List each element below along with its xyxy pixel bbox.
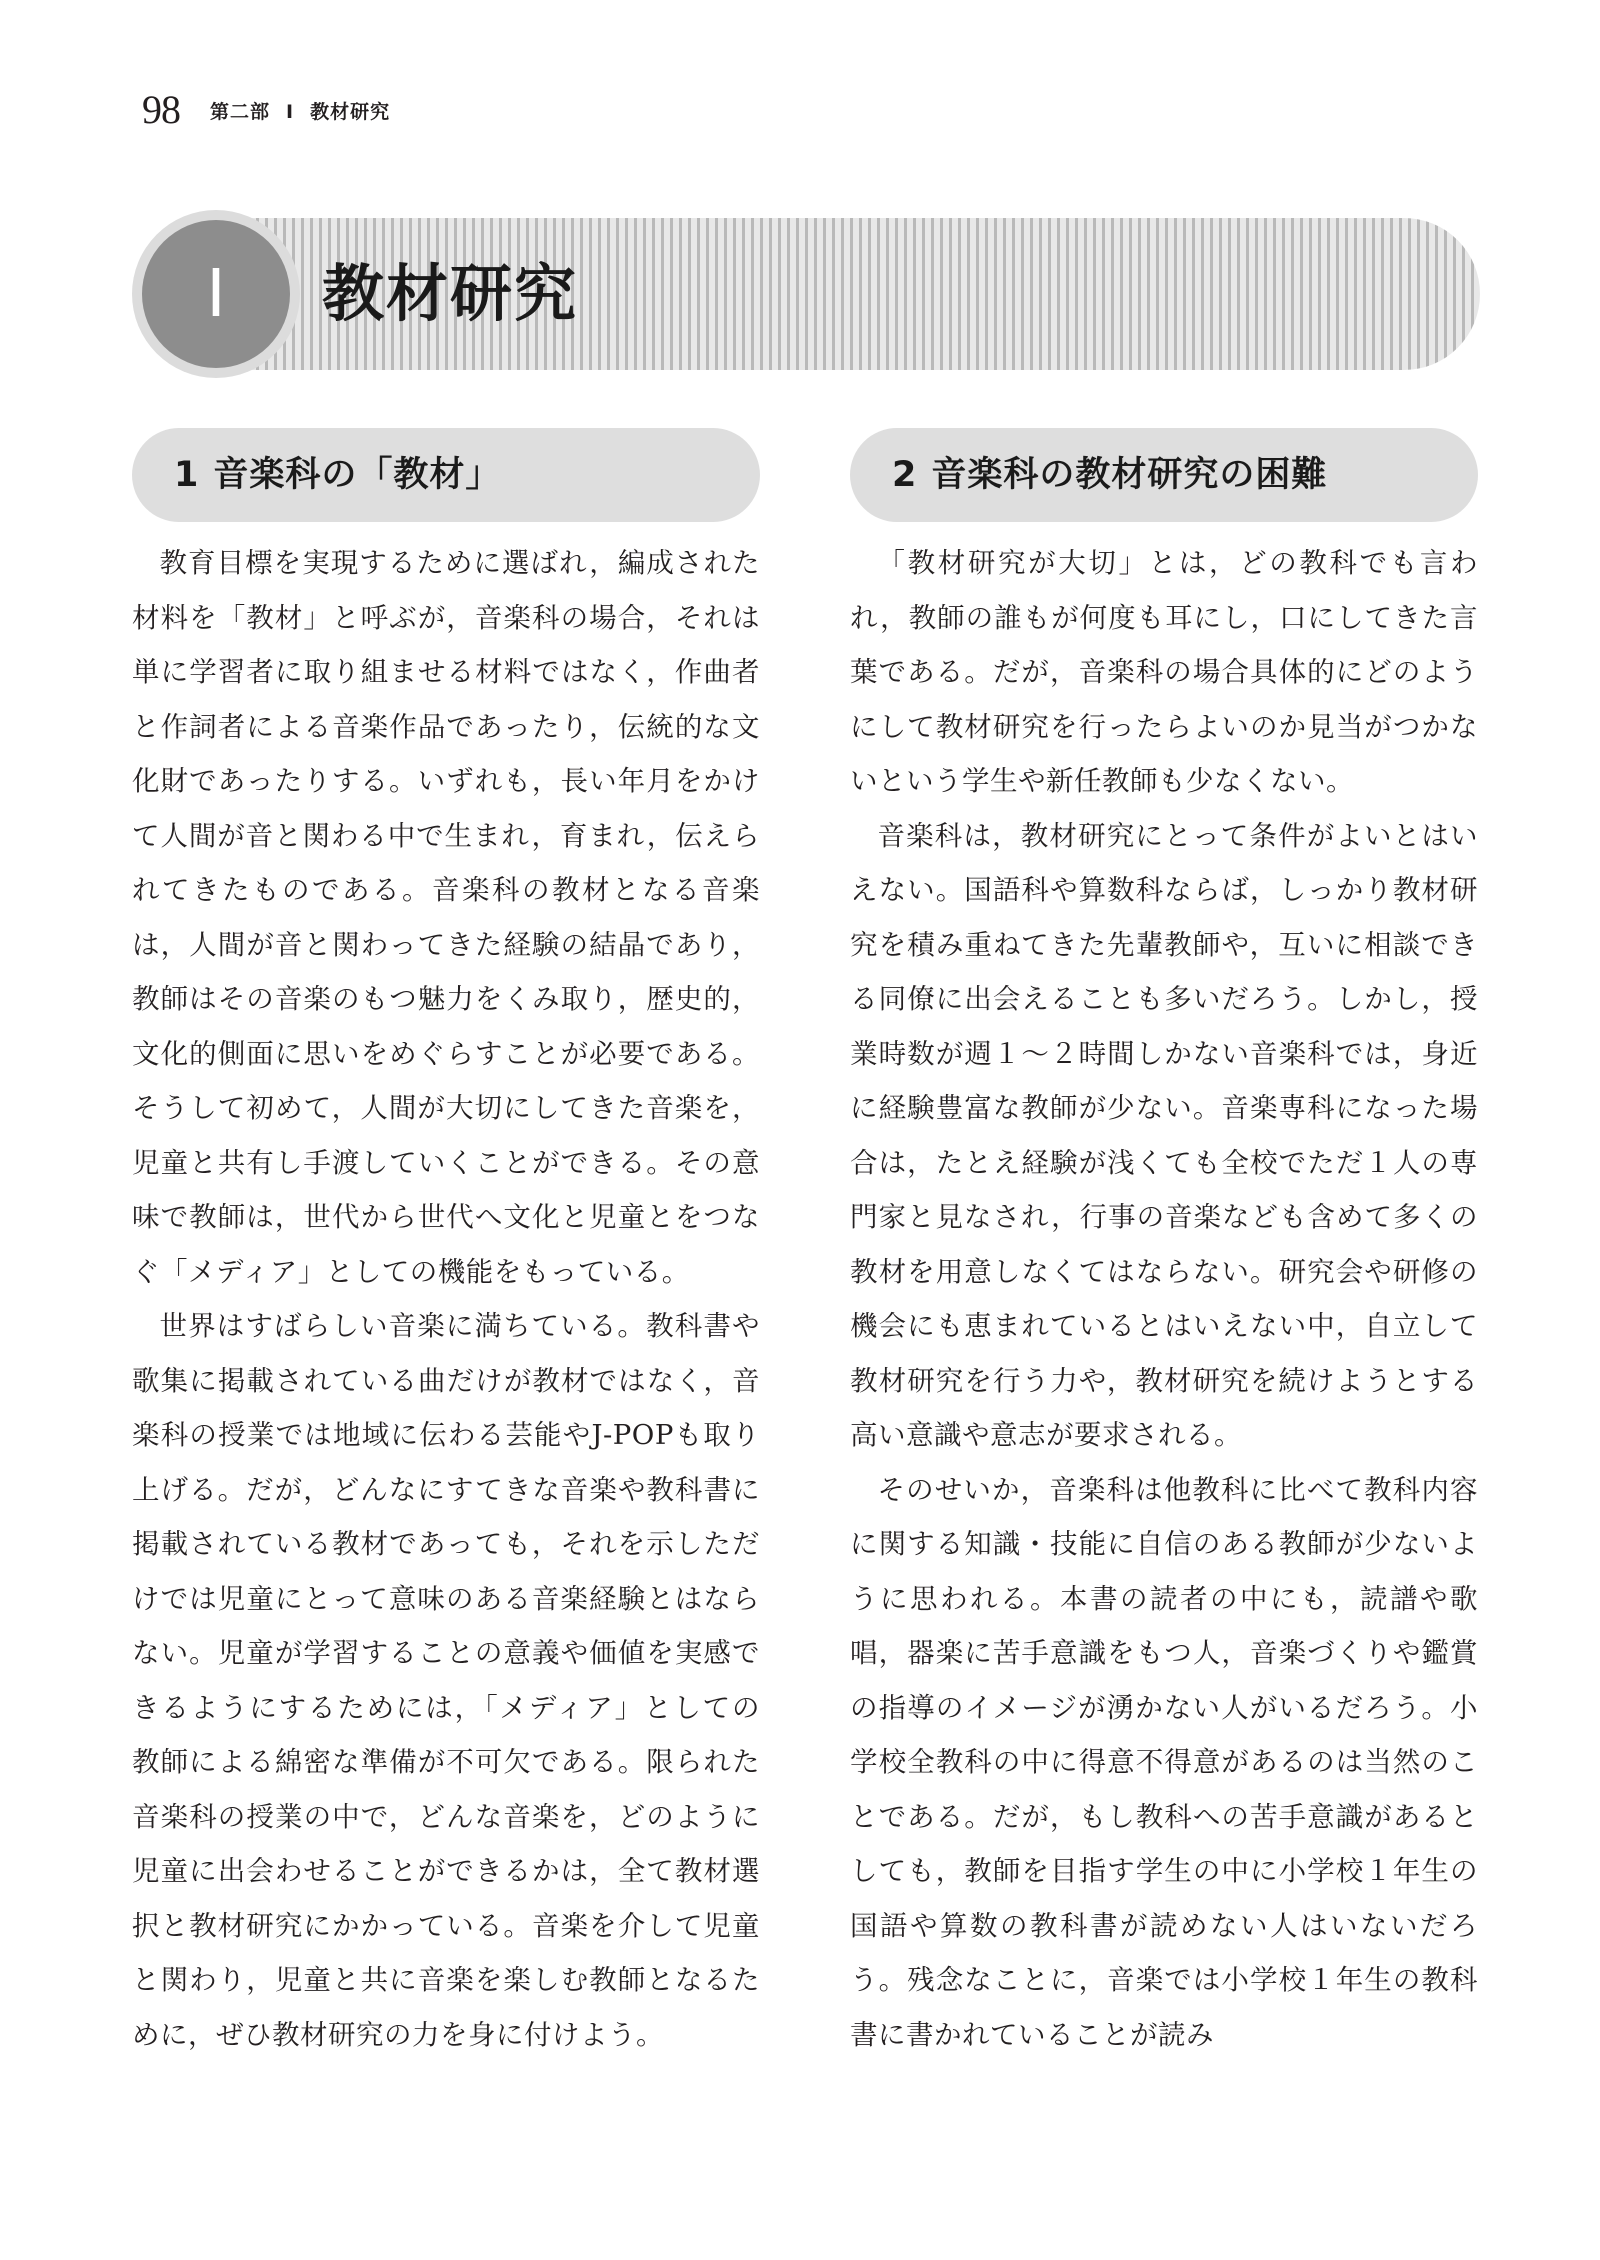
chapter-badge [132,210,300,378]
part-label: 第二部 [210,101,271,123]
page-number: 98 [142,87,180,132]
chapter-banner [132,210,1480,378]
chapter-badge-numeral: Ⅰ [142,220,290,368]
section-title: 音楽科の「教材」 [213,455,502,495]
paragraph: 世界はすばらしい音楽に満ちている。教科書や歌集に掲載されている曲だけが教材ではなく，音楽科の授業では地域に伝わる芸能やJ-POPも取り上げる。だが，どんなにすてきな音楽や教科書に掲載されている教材であっても，それを示しただけでは児童にとって意味のある音楽経験とはならない。児童が学習することの意義や価値を実感できるようにするためには，「メディア」としての教師による綿密な準備が不可欠である。限られた音楽科の授業の中で，どんな音楽を，どのように児童に出会わせることができるかは，全て教材選択と教材研究にかかっている。音楽を介して児童と関わり，児童と共に音楽を楽しむ教師となるために，ぜひ教材研究の力を身に付けよう。 [132,1310,760,2051]
section-title: 音楽科の教材研究の困難 [931,455,1328,495]
paragraph: 教育目標を実現するために選ばれ，編成された材料を「教材」と呼ぶが，音楽科の場合，それは単に学習者に取り組ませる材料ではなく，作曲者と作詞者による音楽作品であったり，伝統的な文化財であったりする。いずれも，長い年月をかけて人間が音と関わる中で生まれ，育まれ，伝えられてきたものである。音楽科の教材となる音楽は，人間が音と関わってきた経験の結晶であり，教師はその音楽のもつ魅力をくみ取り，歴史的，文化的側面に思いをめぐらすことが必要である。そうして初めて，人間が大切にしてきた音楽を，児童と共有し手渡していくことができる。その意味で教師は，世代から世代へ文化と児童とをつなぐ「メディア」としての機能をもっている。 [132,547,760,1288]
running-title [210,97,390,124]
paragraph: 音楽科は，教材研究にとって条件がよいとはいえない。国語科や算数科ならば，しっかり教材研究を積み重ねてきた先輩教師や，互いに相談できる同僚に出会えることも多いだろう。しかし，授業時数が週１～２時間しかない音楽科では，身近に経験豊富な教師が少ない。音楽専科になった場合は，たとえ経験が浅くても全校でただ１人の専門家と見なされ，行事の音楽なども含めて多くの教材を用意しなくてはならない。研究会や研修の機会にも恵まれているとはいえない中，自立して教材研究を行う力や，教材研究を続けようとする高い意識や意志が要求される。 [850,819,1478,1451]
paragraph: 「教材研究が大切」とは，どの教科でも言われ，教師の誰もが何度も耳にし，口にしてきた言葉である。だが，音楽科の場合具体的にどのようにして教材研究を行ったらよいのか見当がつかないという学生や新任教師も少なくない。 [850,547,1478,797]
running-header [142,80,390,130]
section-heading [850,428,1478,522]
section-number: 1 [174,455,200,495]
section-heading [132,428,760,522]
chapter-numeral: Ⅰ [286,101,295,123]
chapter-label: 教材研究 [310,101,391,123]
column-left [132,428,760,2062]
column-right [850,428,1478,2062]
chapter-title: 教材研究 [322,257,579,330]
paragraph: そのせいか，音楽科は他教科に比べて教科内容に関する知識・技能に自信のある教師が少ないように思われる。本書の読者の中にも，読譜や歌唱，器楽に苦手意識をもつ人，音楽づくりや鑑賞の指導のイメージが湧かない人がいるだろう。小学校全教科の中に得意不得意があるのは当然のことである。だが，もし教科への苦手意識があるとしても，教師を目指す学生の中に小学校１年生の国語や算数の教科書が読めない人はいないだろう。残念なことに，音楽では小学校１年生の教科書に書かれていることが読み [850,1473,1478,2051]
section-number: 2 [892,455,918,495]
